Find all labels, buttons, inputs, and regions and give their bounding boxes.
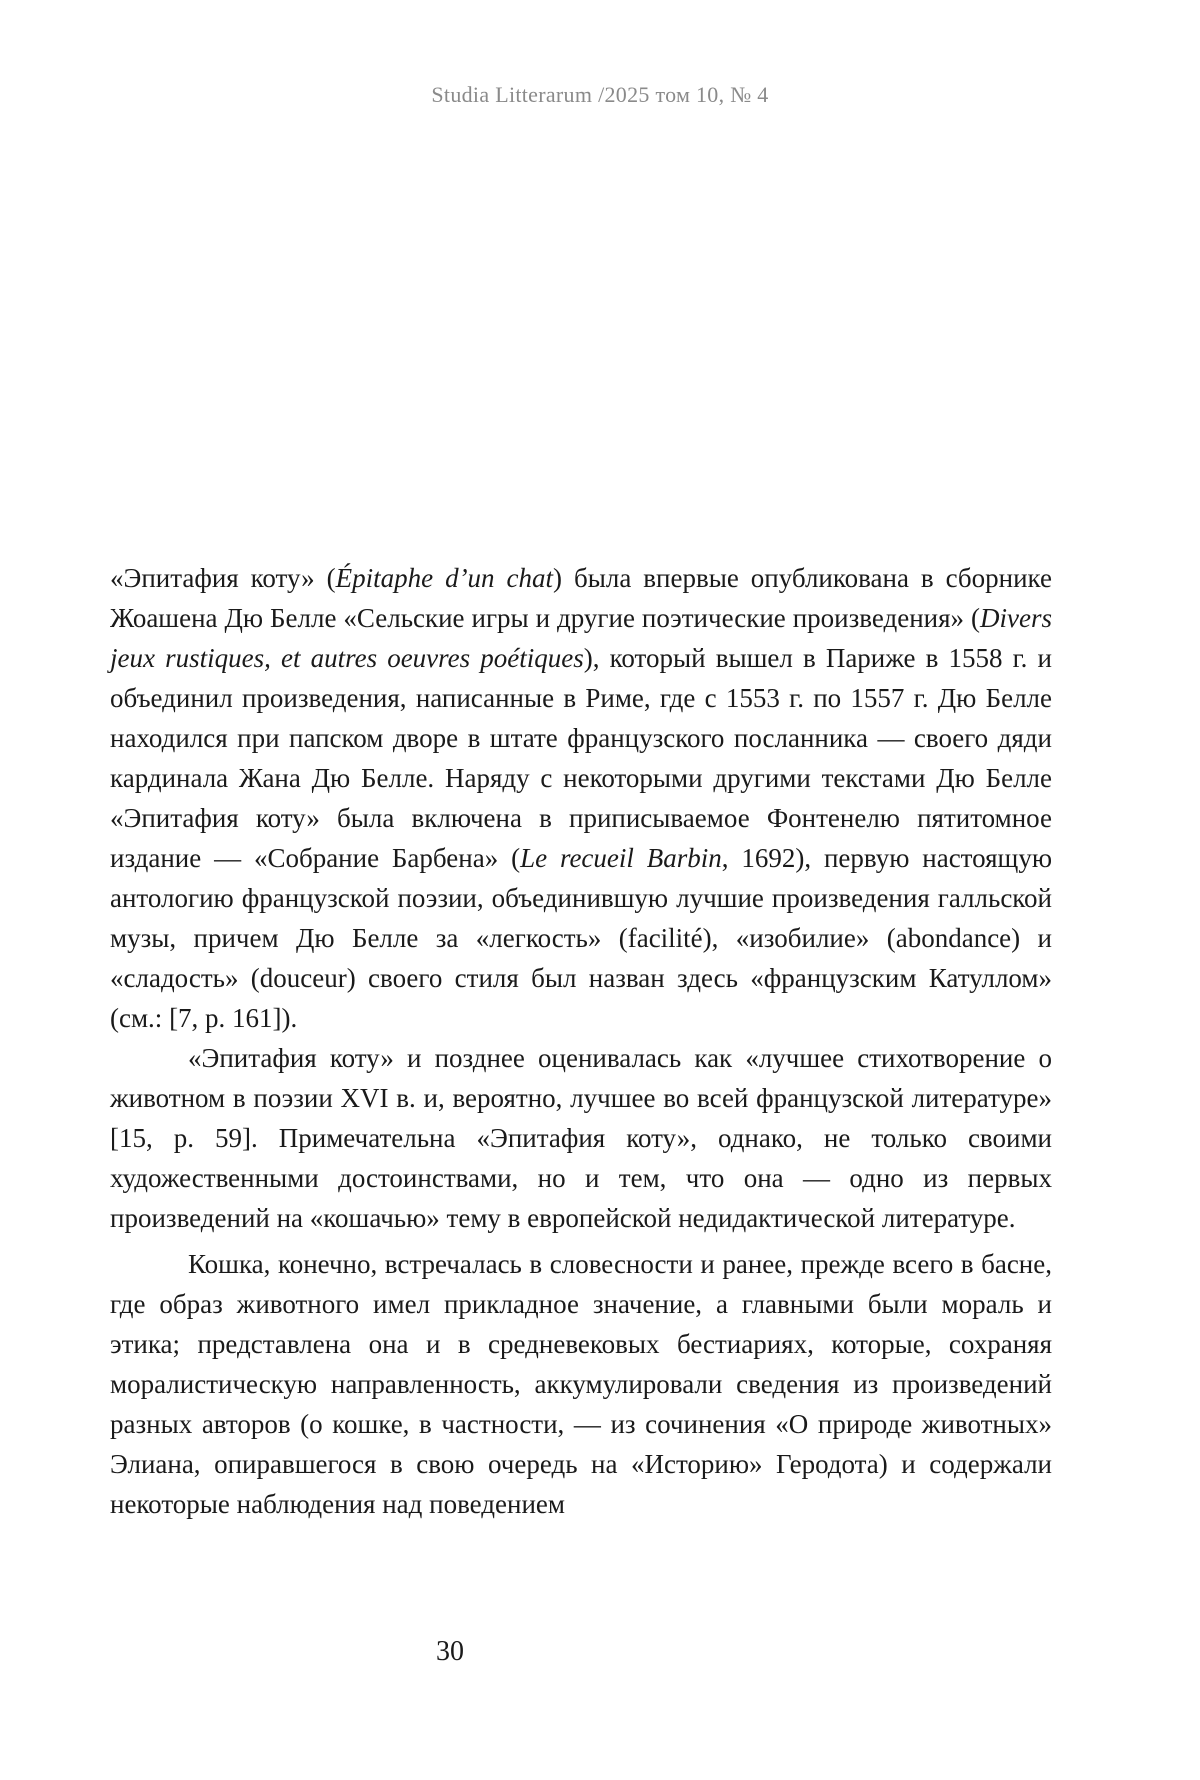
article-body	[110, 558, 1052, 1524]
paragraph-1-recueil-fr: Le recueil Barbin	[520, 843, 722, 873]
paragraph-1-text-d: , 1692), первую настоящую антологию французской поэзии, объединившую лучшие произведения галльской музы, причем Дю Белле за «легкость» (facilité), «изобилие» (abondance) и «сладость» (douceur) своего стиля был назван здесь «французским Катуллом» (см.: [7, p. 161]).	[110, 843, 1052, 1033]
page-number: 30	[436, 1636, 464, 1667]
running-header: Studia Litterarum /2025 том 10, № 4	[431, 82, 769, 107]
paragraph-2: «Эпитафия коту» и позднее оценивалась как «лучшее стихотворение о животном в поэзии XVI в. и, вероятно, лучшее во всей французской литературе» [15, p. 59]. Примечательна «Эпитафия коту», однако, не только своими художественными достоинствами, но и тем, что она — одно из первых произведений на «кошачью» тему в европейской недидактической литературе.	[110, 1043, 1052, 1233]
paragraph-1-text-b: ) была впервые опубликована в сборнике Жоашена Дю Белле «Сельские игры и другие поэтические произведения» (	[110, 563, 1052, 633]
paragraph-1-collection-fr: Divers jeux rustiques, et autres oeuvres poétiques	[110, 603, 1052, 673]
paragraph-1	[110, 558, 1052, 1038]
paragraph-3: Кошка, конечно, встречалась в словесности и ранее, прежде всего в басне, где образ животного имел прикладное значение, а главными были мораль и этика; представлена она и в средневековых бестиариях, которые, сохраняя моралистическую направленность, аккумулировали сведения из произведений разных авторов (о кошке, в частности, — из сочинения «О природе животных» Элиана, опиравшегося в свою очередь на «Историю» Геродота) и содержали некоторые наблюдения над поведением	[110, 1249, 1052, 1519]
paragraph-1-text-c: ), который вышел в Париже в 1558 г. и объединил произведения, написанные в Риме, где с 1553 г. по 1557 г. Дю Белле находился при папском дворе в штате французского посланника — своего дяди кардинала Жана Дю Белле. Наряду с некоторыми другими текстами Дю Белле «Эпитафия коту» была включена в приписываемое Фонтенелю пятитомное издание — «Собрание Барбена» (	[110, 643, 1053, 873]
paragraph-1-title-fr: Épitaphe d’un chat	[335, 563, 554, 593]
paragraph-1-text-a: «Эпитафия коту» (	[110, 563, 336, 593]
